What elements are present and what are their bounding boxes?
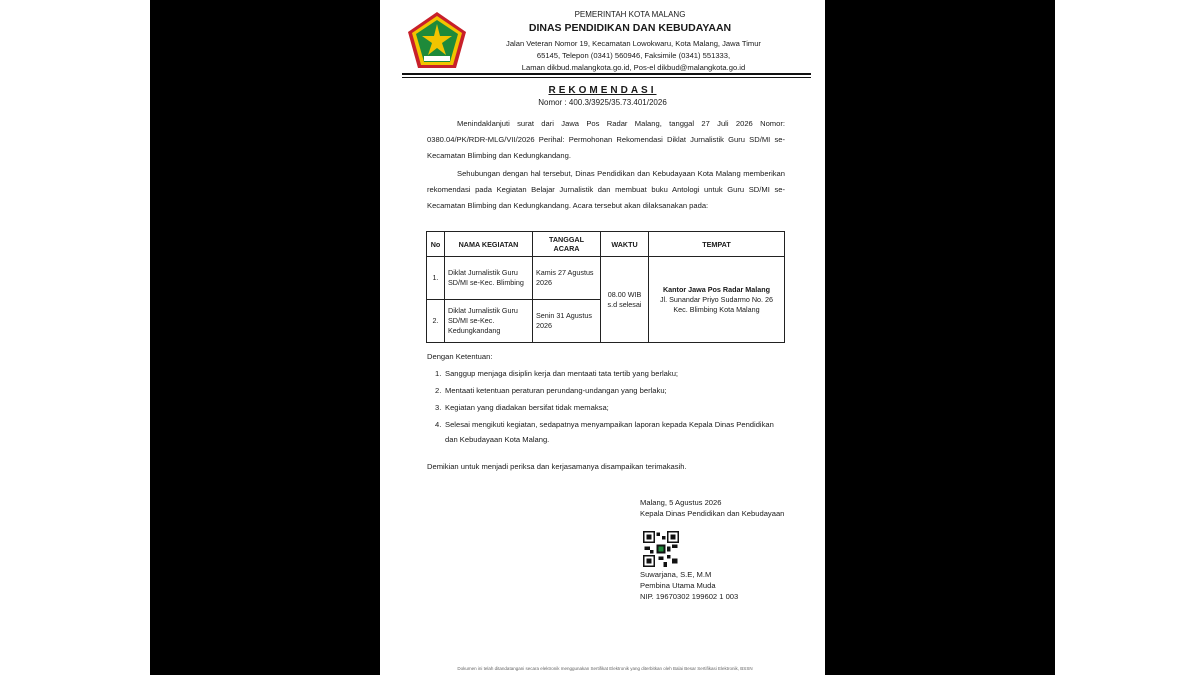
paragraph-recommendation: Sehubungan dengan hal tersebut, Dinas Pendidikan dan Kebudayaan Kota Malang memberikan rekomendasi pada Kegiatan Belajar Jurnalistik dan membuat buku Antologi untuk Guru SD/MI se-Kecamatan Blimbing dan Kedungkandang. Acara tersebut akan dilaksanakan pada: [427,169,785,210]
table-row [427,257,785,300]
document-page [380,0,825,675]
signature-block [640,497,790,519]
row-no: 2. [427,300,445,343]
address-line-3: Laman dikbud.malangkota.go.id, Pos-el dikbud@malangkota.go.id [521,63,746,72]
list-number: 4. [435,420,442,429]
list-item [427,417,785,447]
qr-code-icon [643,531,679,567]
conditions-list [427,366,785,449]
conditions-label: Dengan Ketentuan: [427,352,493,361]
document-number: Nomor : 400.3/3925/35.73.401/2026 [538,98,667,107]
row-kegiatan: Diklat Jurnalistik Guru SD/MI se-Kec. Kedungkandang [445,300,533,343]
activity-table [426,231,785,343]
right-black-bar [825,0,1055,675]
signatory-name: Suwarjana, S.E, M.M [640,570,712,579]
list-item [427,366,785,381]
signature-position: Kepala Dinas Pendidikan dan Kebudayaan [640,509,785,518]
closing-statement: Demikian untuk menjadi periksa dan kerjasamanya disampaikan terimakasih. [427,462,687,471]
venue-name: Kantor Jawa Pos Radar Malang [662,284,771,294]
signatory-rank: Pembina Utama Muda [640,581,716,590]
department-name: DINAS PENDIDIKAN DAN KEBUDAYAAN [528,22,732,34]
city-emblem-logo [406,10,468,70]
tempat-cell [649,257,785,343]
list-number: 1. [435,369,442,378]
signatory-nip: NIP. 19670302 199602 1 003 [640,592,739,601]
list-text: Mentaati ketentuan peraturan perundang-undangan yang berlaku; [445,386,667,395]
address-line-2: 65145, Telepon (0341) 560946, Faksimile (0341) 551333, [536,51,731,60]
list-number: 2. [435,386,442,395]
list-item [427,383,785,398]
header-waktu: WAKTU [601,232,649,257]
list-number: 3. [435,403,442,412]
left-black-bar [150,0,380,675]
header-tanggal-acara: TANGGAL ACARA [533,232,601,257]
letterhead-rule-thick [402,73,811,75]
list-text: Sanggup menjaga disiplin kerja dan mentaati tata tertib yang berlaku; [445,369,679,378]
row-tanggal: Kamis 27 Agustus 2026 [533,257,601,300]
venue-address: Jl. Sunandar Priyo Sudarmo No. 26 Kec. Blimbing Kota Malang [659,294,774,314]
document-title: REKOMENDASI [548,85,657,96]
header-no: No [427,232,445,257]
row-tanggal: Senin 31 Agustus 2026 [533,300,601,343]
header-nama-kegiatan: NAMA KEGIATAN [445,232,533,257]
header-tempat: TEMPAT [649,232,785,257]
list-text: Selesai mengikuti kegiatan, sedapatnya menyampaikan laporan kepada Kepala Dinas Pendidikan dan Kebudayaan Kota Malang. [445,420,774,444]
row-no: 1. [427,257,445,300]
row-kegiatan: Diklat Jurnalistik Guru SD/MI se-Kec. Blimbing [445,257,533,300]
list-text: Kegiatan yang diadakan bersifat tidak memaksa; [445,403,609,412]
paragraph-reference: Menindaklanjuti surat dari Jawa Pos Radar Malang, tanggal 27 Juli 2026 Nomor: 0380.04/PK/RDR-MLG/VII/2026 Perihal: Permohonan Rekomendasi Diklat Jurnalistik Guru SD/MI se-Kecamatan Blimbing dan Kedungkandang. [427,119,785,160]
list-item [427,400,785,415]
government-name: PEMERINTAH KOTA MALANG [574,10,686,19]
address-line-1: Jalan Veteran Nomor 19, Kecamatan Lowokwaru, Kota Malang, Jawa Timur [506,39,761,48]
signatory-details [640,569,790,602]
department-address [476,38,791,74]
electronic-signature-note: Dokumen ini telah ditandatangani secara elektronik menggunakan Sertifikat Elektronik yang diterbitkan oleh Balai Besar Sertifikasi Elektronik, BSSN [457,666,753,671]
letterhead-rule-thin [402,77,811,78]
table-header-row [427,232,785,257]
signature-place-date: Malang, 5 Agustus 2026 [640,498,722,507]
waktu-cell: 08.00 WIB s.d selesai [601,257,649,343]
